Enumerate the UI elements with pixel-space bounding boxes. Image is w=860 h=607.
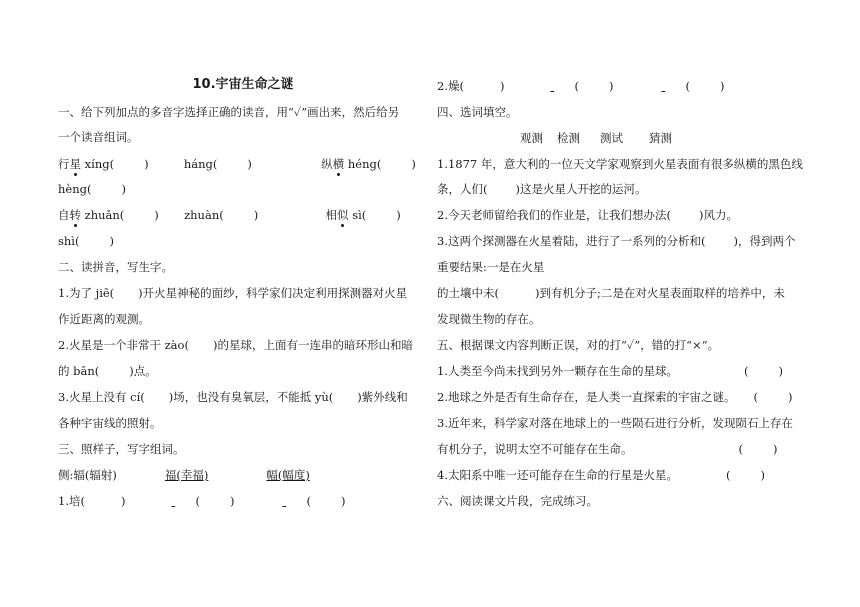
paren-close: ) (154, 208, 159, 222)
text-segment: 3.这两个探测器在火星着陆，进行了一系列的分析和( (437, 234, 706, 248)
paren-close: ) (396, 208, 401, 222)
statement-text: 1.人类至今尚未找到另外一颗存在生命的星球。 (437, 364, 678, 378)
q5-item3: 3.近年来，科学家对落在地球上的一些陨石进行分析，发现陨石上存在 (437, 416, 793, 430)
text-segment: 1.为了 jiē( (58, 286, 115, 300)
text-segment: 1.培( (58, 494, 85, 508)
text-segment: )这是火星人开挖的运河。 (515, 182, 647, 196)
paren-open: ( (306, 494, 311, 508)
paren-close: ) (229, 494, 235, 508)
q2-item2 (58, 337, 413, 353)
paren-open: ( (725, 468, 731, 482)
example-word: 福(幸福) (164, 468, 209, 482)
paren-close: ) (253, 208, 259, 222)
text-segment: 条，人们( (437, 182, 488, 196)
paren-open: ( (195, 494, 200, 508)
text-segment: )风力。 (698, 208, 738, 222)
paren-open: ( (743, 364, 749, 378)
q4-item3-continued: 重要结果:一是在火星 (437, 260, 545, 274)
word-bank (520, 130, 672, 146)
paren-open: ( (685, 79, 690, 93)
q1-row1 (58, 156, 416, 172)
dotted-char: 横 (332, 157, 345, 171)
q2-item1-continued: 作近距离的观测。 (58, 312, 150, 326)
answer-blank[interactable] (282, 493, 306, 509)
q6-heading: 六、阅读课文片段，完成练习。 (437, 494, 598, 508)
text-segment: )紫外线和 (357, 390, 408, 404)
q1-instruction-line2: 一个读音组词。 (58, 130, 139, 144)
answer-blank[interactable] (171, 493, 195, 509)
text-segment: 3.火星上没有 cí( (58, 390, 145, 404)
page-title: 10.宇宙生命之谜 (192, 77, 294, 92)
q3-heading: 三、照样子，写字组词。 (58, 442, 185, 456)
paren-close: ) (120, 494, 126, 508)
paren-open: ( (574, 79, 579, 93)
pinyin-option: héng( (347, 157, 382, 171)
answer-blank[interactable] (550, 78, 574, 94)
q4-item3-continued-2 (437, 285, 785, 301)
text-segment: )点。 (129, 364, 157, 378)
q1-row2-continued (58, 233, 114, 249)
word-prefix: 自 (58, 208, 70, 222)
paren-close: ) (411, 157, 416, 171)
paren-close: ) (778, 364, 783, 378)
text-segment: )到有机分子;二是在对火星表面取样的培养中，未 (535, 286, 785, 300)
left-column (58, 0, 428, 607)
q5-item4 (437, 467, 765, 483)
right-column (437, 0, 807, 607)
paren-close: ) (247, 157, 252, 171)
q4-item3-continued-3: 发现微生物的存在。 (437, 312, 541, 326)
word-bank-item: 测试 (600, 131, 623, 145)
text-segment: 2.火星是一个非常干 zào( (58, 338, 189, 352)
paren-close: ) (787, 390, 793, 404)
word-prefix: 相 (325, 208, 338, 222)
paren-open: ( (738, 442, 743, 456)
q4-item2 (437, 207, 738, 223)
text-segment: 的 bān( (58, 364, 100, 378)
q5-item2 (437, 389, 792, 405)
pinyin-option: háng( (183, 157, 218, 171)
example-word: 侧:辐(辐射) (58, 468, 117, 482)
q2-item2-continued (58, 363, 157, 379)
text-segment: 的土壤中未( (437, 286, 499, 300)
dotted-char: 转 (69, 208, 81, 222)
paren-close: ) (144, 157, 149, 171)
answer-blank[interactable] (661, 78, 685, 94)
q2-item3 (58, 389, 408, 405)
example-word: 幅(幅度) (266, 468, 310, 482)
word-prefix: 行 (58, 157, 70, 171)
text-segment: )开火星神秘的面纱，科学家们决定利用探测器对火星 (138, 286, 408, 300)
paren-close: ) (608, 79, 614, 93)
paren-close: ) (340, 494, 346, 508)
text-segment: )，得到两个 (733, 234, 796, 248)
q5-item1 (437, 363, 783, 379)
paren-close: ) (109, 234, 114, 248)
paren-open: ( (753, 390, 758, 404)
text-segment: 2.燥( (437, 79, 464, 93)
q4-heading: 四、选词填空。 (437, 105, 518, 119)
paren-close: ) (719, 79, 725, 93)
q5-item3-continued (437, 441, 778, 457)
pinyin-option: hèng( (58, 182, 92, 196)
text-segment: 2.今天老师留给我们的作业是，让我们想办法( (437, 208, 671, 222)
pinyin-option: shì( (58, 234, 80, 248)
q3-row2 (437, 78, 724, 94)
q4-item1-continued (437, 181, 647, 197)
paren-close: ) (773, 442, 778, 456)
dotted-char: 似 (337, 208, 349, 222)
word-bank-item: 检测 (557, 131, 580, 145)
text-segment: )场，也没有臭氧层，不能抵 yù( (168, 390, 334, 404)
statement-text: 有机分子，说明太空不可能存在生命。 (437, 442, 633, 456)
q4-item1: 1.1877 年，意大利的一位天文学家观察到火星表面有很多纵横的黑色线 (437, 157, 803, 171)
q5-heading: 五、根据课文内容判断正误，对的打“✓”，错的打“×”。 (437, 338, 720, 352)
q1-row1-continued (58, 181, 126, 197)
dotted-char: 星 (69, 157, 81, 171)
q3-row1 (58, 493, 345, 509)
pinyin-option: sì( (352, 208, 367, 222)
q4-item3 (437, 233, 795, 249)
pinyin-option: zhuàn( (184, 208, 224, 222)
q1-row2 (58, 207, 401, 223)
paren-close: ) (121, 182, 126, 196)
q1-instruction-line1: 一、给下列加点的多音字选择正确的读音，用“✓”画出来，然后给另 (58, 105, 400, 119)
paren-close: ) (499, 79, 505, 93)
paren-close: ) (760, 468, 765, 482)
q2-item3-continued: 各种宇宙线的照射。 (58, 416, 162, 430)
q2-heading: 二、读拼音，写生字。 (58, 260, 173, 274)
pinyin-option: zhuǎn( (84, 208, 125, 222)
statement-text: 2.地球之外是否有生命存在，是人类一直探索的宇宙之谜。 (437, 390, 736, 404)
q2-item1 (58, 285, 407, 301)
text-segment: )的星球，上面有一连串的暗环形山和暗 (212, 338, 413, 352)
pinyin-option: xíng( (84, 157, 115, 171)
statement-text: 4.太阳系中唯一还可能存在生命的行星是火星。 (437, 468, 678, 482)
word-bank-item: 观测 (520, 131, 543, 145)
word-bank-item: 猜测 (649, 131, 672, 145)
word-prefix: 纵 (321, 157, 333, 171)
q3-example-row (58, 467, 310, 483)
